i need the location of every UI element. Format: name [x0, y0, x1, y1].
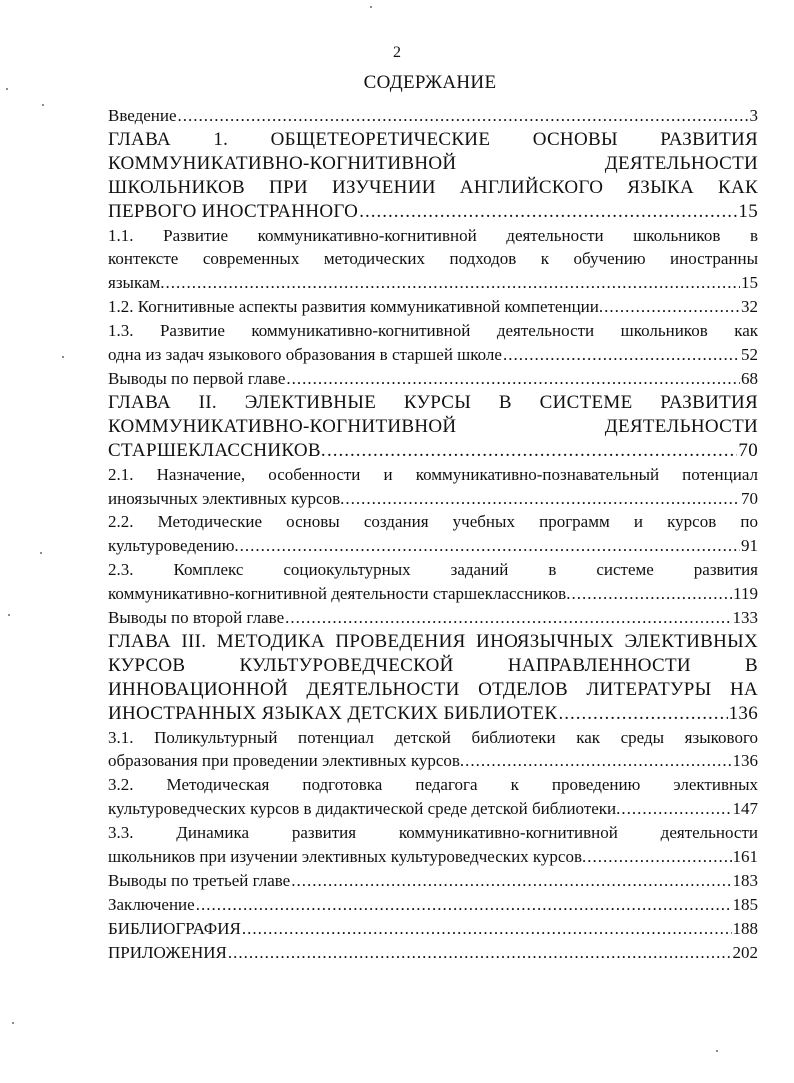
toc-entry	[108, 606, 758, 630]
toc-entry-text: культуроведению.	[108, 536, 239, 556]
toc-page-number: 70	[738, 439, 758, 461]
scan-speck	[6, 88, 8, 90]
dot-leader	[327, 439, 737, 463]
toc-entry-last-line	[108, 271, 758, 295]
toc-page-number: 136	[728, 702, 758, 724]
toc-page-number: 161	[732, 847, 758, 867]
toc-entry-line: 2.1. Назначение, особенности и коммуникативно-познавательный потенциал	[108, 464, 758, 484]
toc-entry-text: культуроведческих курсов в дидактической среде детской библиотеки.	[108, 799, 621, 819]
toc-entry-last-line	[108, 104, 758, 128]
toc-entry-text: СТАРШЕКЛАССНИКОВ.	[108, 439, 326, 461]
dot-leader	[587, 845, 731, 869]
dot-leader	[621, 797, 731, 821]
toc-entry	[108, 224, 758, 296]
toc-entry-last-line	[108, 869, 758, 893]
toc-entry-text: Выводы по третьей главе	[108, 871, 291, 890]
toc-page-number: 136	[732, 751, 758, 771]
toc-entry-text: Выводы по второй главе	[108, 608, 285, 628]
toc-entry-text: ИНОСТРАННЫХ ЯЗЫКАХ ДЕТСКИХ БИБЛИОТЕК	[108, 702, 558, 724]
dot-leader	[503, 343, 740, 367]
toc-entry-last-line	[108, 487, 758, 511]
toc-title: СОДЕРЖАНИЕ	[363, 72, 497, 93]
toc-entry	[108, 510, 758, 558]
toc-entry-last-line	[108, 295, 758, 319]
toc-entry	[108, 558, 758, 606]
toc-page-number: 188	[732, 918, 758, 938]
dot-leader	[359, 200, 737, 224]
toc-entry	[108, 104, 758, 128]
dot-leader	[558, 702, 727, 726]
scan-speck	[42, 104, 44, 106]
dot-leader	[242, 917, 732, 941]
dot-leader	[166, 271, 740, 295]
toc-page-number: 183	[732, 871, 758, 890]
toc-entry-line: КОММУНИКАТИВНО-КОГНИТИВНОЙ ДЕЯТЕЛЬНОСТИ	[108, 415, 758, 437]
dot-leader	[285, 606, 731, 630]
toc-entry-line: ГЛАВА 1. ОБЩЕТЕОРЕТИЧЕСКИЕ ОСНОВЫ РАЗВИТИЯ	[108, 128, 758, 150]
toc-entry	[108, 726, 758, 774]
page-number: 2	[393, 44, 401, 61]
toc-entry-line: ГЛАВА III. МЕТОДИКА ПРОВЕДЕНИЯ ИНОЯЗЫЧНЫХ ЭЛЕКТИВНЫХ	[108, 630, 758, 652]
toc-page-number: 70	[741, 488, 758, 508]
dot-leader	[240, 534, 740, 558]
toc-entry-line: 2.2. Методические основы создания учебных программ и курсов по	[108, 512, 758, 532]
scan-speck	[370, 6, 372, 8]
toc-entry	[108, 391, 758, 463]
toc-entry-text: Выводы по первой главе	[108, 368, 286, 388]
toc-entry-text: 1.2. Когнитивные аспекты развития коммуникативной компетенции.	[108, 297, 604, 317]
scan-speck	[8, 614, 10, 616]
toc-entry-text: Заключение	[108, 894, 195, 914]
toc-page-number: 3	[749, 106, 758, 125]
toc-entry-line: 1.1. Развитие коммуникативно-когнитивной деятельности школьников в	[108, 225, 758, 245]
scan-speck	[716, 1050, 718, 1052]
table-of-contents	[108, 104, 758, 965]
toc-entry-line: КУРСОВ КУЛЬТУРОВЕДЧЕСКОЙ НАПРАВЛЕННОСТИ В	[108, 654, 758, 676]
dot-leader	[465, 749, 731, 773]
toc-entry-last-line	[108, 606, 758, 630]
toc-entry	[108, 917, 758, 941]
dot-leader	[345, 487, 740, 511]
toc-entry-text: школьников при изучении элективных культуроведческих курсов.	[108, 847, 587, 867]
toc-entry	[108, 295, 758, 319]
toc-entry-last-line	[108, 343, 758, 367]
toc-entry-line: КОММУНИКАТИВНО-КОГНИТИВНОЙ ДЕЯТЕЛЬНОСТИ	[108, 152, 758, 174]
toc-entry-last-line	[108, 534, 758, 558]
toc-entry	[108, 869, 758, 893]
toc-entry	[108, 630, 758, 726]
toc-entry-last-line	[108, 749, 758, 773]
toc-entry-last-line	[108, 367, 758, 391]
toc-entry-text: образования при проведении элективных курсов.	[108, 751, 465, 771]
toc-entry	[108, 773, 758, 821]
toc-entry-line: ШКОЛЬНИКОВ ПРИ ИЗУЧЕНИИ АНГЛИЙСКОГО ЯЗЫКА КАК	[108, 176, 758, 198]
toc-page-number: 15	[741, 273, 758, 293]
toc-entry-last-line	[108, 797, 758, 821]
toc-page-number: 185	[732, 894, 758, 914]
toc-entry	[108, 893, 758, 917]
dot-leader	[178, 104, 749, 128]
toc-entry-line: 1.3. Развитие коммуникативно-когнитивной деятельности школьников как	[108, 321, 758, 341]
scan-speck	[12, 1022, 14, 1024]
dot-leader	[571, 582, 732, 606]
toc-page-number: 52	[741, 345, 758, 365]
toc-entry-last-line	[108, 893, 758, 917]
dot-leader	[291, 869, 731, 893]
toc-entry-last-line	[108, 917, 758, 941]
toc-entry-text: коммуникативно-когнитивной деятельности старшеклассников.	[108, 584, 571, 604]
toc-page-number: 91	[741, 536, 758, 556]
toc-page-number: 15	[738, 200, 758, 222]
toc-entry-line: 3.1. Поликультурный потенциал детской библиотеки как среды языкового	[108, 727, 758, 747]
toc-entry	[108, 821, 758, 869]
toc-entry-line: контексте современных методических подходов к обучению иностранны	[108, 249, 758, 269]
toc-entry-last-line	[108, 439, 758, 463]
toc-entry	[108, 128, 758, 224]
toc-entry-line: 2.3. Комплекс социокультурных заданий в системе развития	[108, 560, 758, 580]
toc-entry-text: языкам.	[108, 273, 165, 293]
toc-page-number: 119	[733, 584, 758, 604]
toc-entry-text: ПРИЛОЖЕНИЯ	[108, 942, 227, 962]
dot-leader	[228, 941, 732, 965]
toc-entry-last-line	[108, 941, 758, 965]
toc-entry-last-line	[108, 582, 758, 606]
toc-page-number: 32	[741, 297, 758, 317]
toc-entry	[108, 463, 758, 511]
toc-entry-line: ИННОВАЦИОННОЙ ДЕЯТЕЛЬНОСТИ ОТДЕЛОВ ЛИТЕРАТУРЫ НА	[108, 678, 758, 700]
toc-entry-last-line	[108, 845, 758, 869]
toc-entry	[108, 319, 758, 367]
toc-page-number: 133	[732, 608, 758, 628]
toc-entry-text: иноязычных элективных курсов.	[108, 488, 345, 508]
toc-page-number: 202	[732, 942, 758, 962]
toc-entry-last-line	[108, 702, 758, 726]
scan-speck	[62, 356, 64, 358]
toc-entry-line: 3.2. Методическая подготовка педагога к проведению элективных	[108, 775, 758, 795]
toc-entry-text: Введение	[108, 106, 177, 125]
scan-speck	[40, 552, 42, 554]
toc-page-number: 147	[732, 799, 758, 819]
toc-entry	[108, 941, 758, 965]
toc-entry-line: 3.3. Динамика развития коммуникативно-когнитивной деятельности	[108, 823, 758, 843]
toc-entry-text: БИБЛИОГРАФИЯ	[108, 918, 241, 938]
toc-entry-text: одна из задач языкового образования в старшей школе	[108, 345, 502, 365]
toc-entry-last-line	[108, 200, 758, 224]
dot-leader	[286, 367, 740, 391]
dot-leader	[196, 893, 732, 917]
dot-leader	[604, 295, 740, 319]
toc-entry	[108, 367, 758, 391]
toc-page-number: 68	[741, 368, 758, 388]
toc-entry-line: ГЛАВА II. ЭЛЕКТИВНЫЕ КУРСЫ В СИСТЕМЕ РАЗВИТИЯ	[108, 391, 758, 413]
toc-entry-text: ПЕРВОГО ИНОСТРАННОГО	[108, 200, 359, 222]
